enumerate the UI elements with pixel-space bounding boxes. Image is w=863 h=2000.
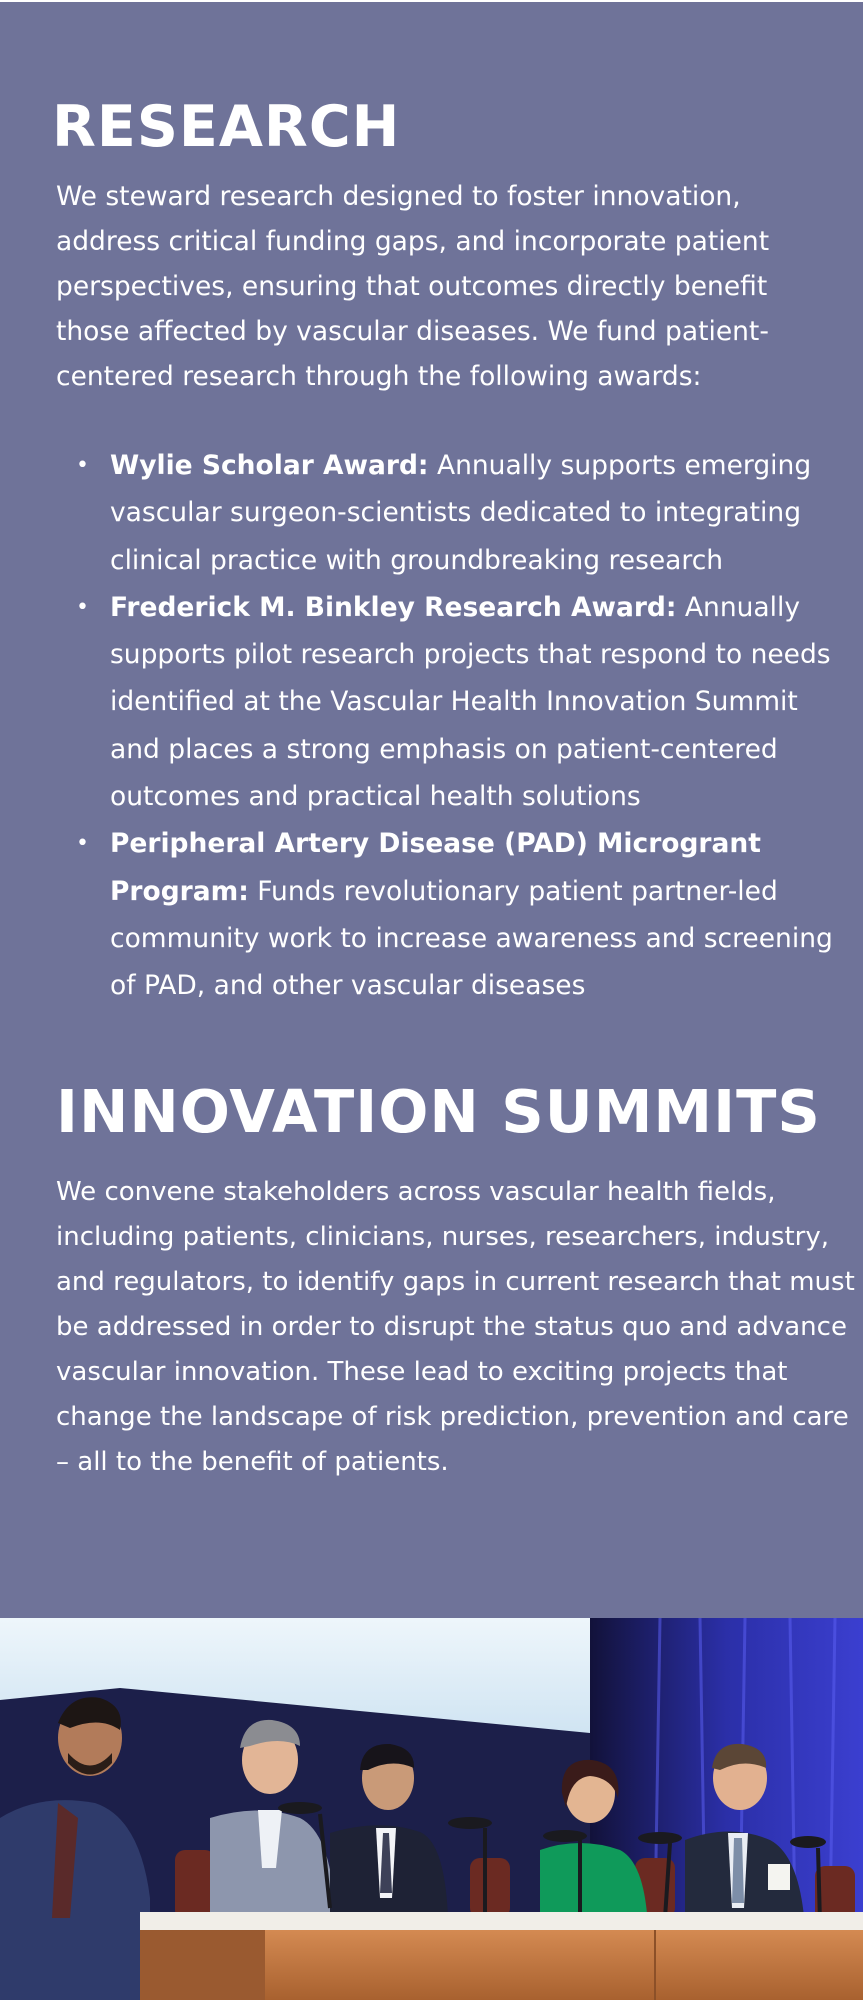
- award-description: Annually supports emerging vascular surgeon-scientists dedicated to integrating clinical practice with groundbreaking research: [110, 450, 812, 576]
- award-description: Funds revolutionary patient partner-led community work to increase awareness and screening of PAD, and other vascular diseases: [110, 875, 833, 1002]
- summits-heading: INNOVATION SUMMITS: [56, 1077, 821, 1146]
- award-title: Frederick M. Binkley Research Award:: [110, 591, 677, 623]
- table-front: [265, 1930, 863, 2000]
- research-intro: We steward research designed to foster innovation, address critical funding gaps, and incorporate patient perspectives, ensuring that outcomes directly benefit those affected by vascular diseases. We fund patient-centered research through the following awards:: [56, 181, 770, 392]
- panel-discussion-image: [0, 1618, 863, 2000]
- award-item-wylie: [56, 442, 846, 584]
- award-item-pad-microgrant: [56, 820, 846, 1009]
- award-title: Peripheral Artery Disease (PAD) Microgrant Program:: [110, 828, 761, 907]
- content-panel: [0, 2, 863, 1618]
- summits-body: We convene stakeholders across vascular health fields, including patients, clinicians, nurses, researchers, industry, and regulators, to identify gaps in current research that must be addressed in order to disrupt the status quo and advance vascular innovation. These lead to exciting projects that change the landscape of risk prediction, prevention and care – all to the benefit of patients.: [56, 1177, 855, 1477]
- award-item-binkley: [56, 584, 846, 820]
- bullet-icon: •: [76, 831, 89, 857]
- bullet-icon: •: [76, 453, 89, 478]
- awards-list: [56, 442, 846, 1010]
- table-top: [140, 1912, 863, 1930]
- research-heading: RESEARCH: [52, 94, 401, 160]
- award-description: Annually supports pilot research projects that respond to needs identified at the Vascular Health Innovation Summit and places a strong emphasis on patient-centered outcomes and practical health solutions: [110, 591, 831, 813]
- bullet-icon: •: [76, 594, 89, 620]
- summit-panel-photo: [0, 1618, 863, 2000]
- table-side: [140, 1930, 265, 2000]
- award-title: Wylie Scholar Award:: [110, 450, 429, 481]
